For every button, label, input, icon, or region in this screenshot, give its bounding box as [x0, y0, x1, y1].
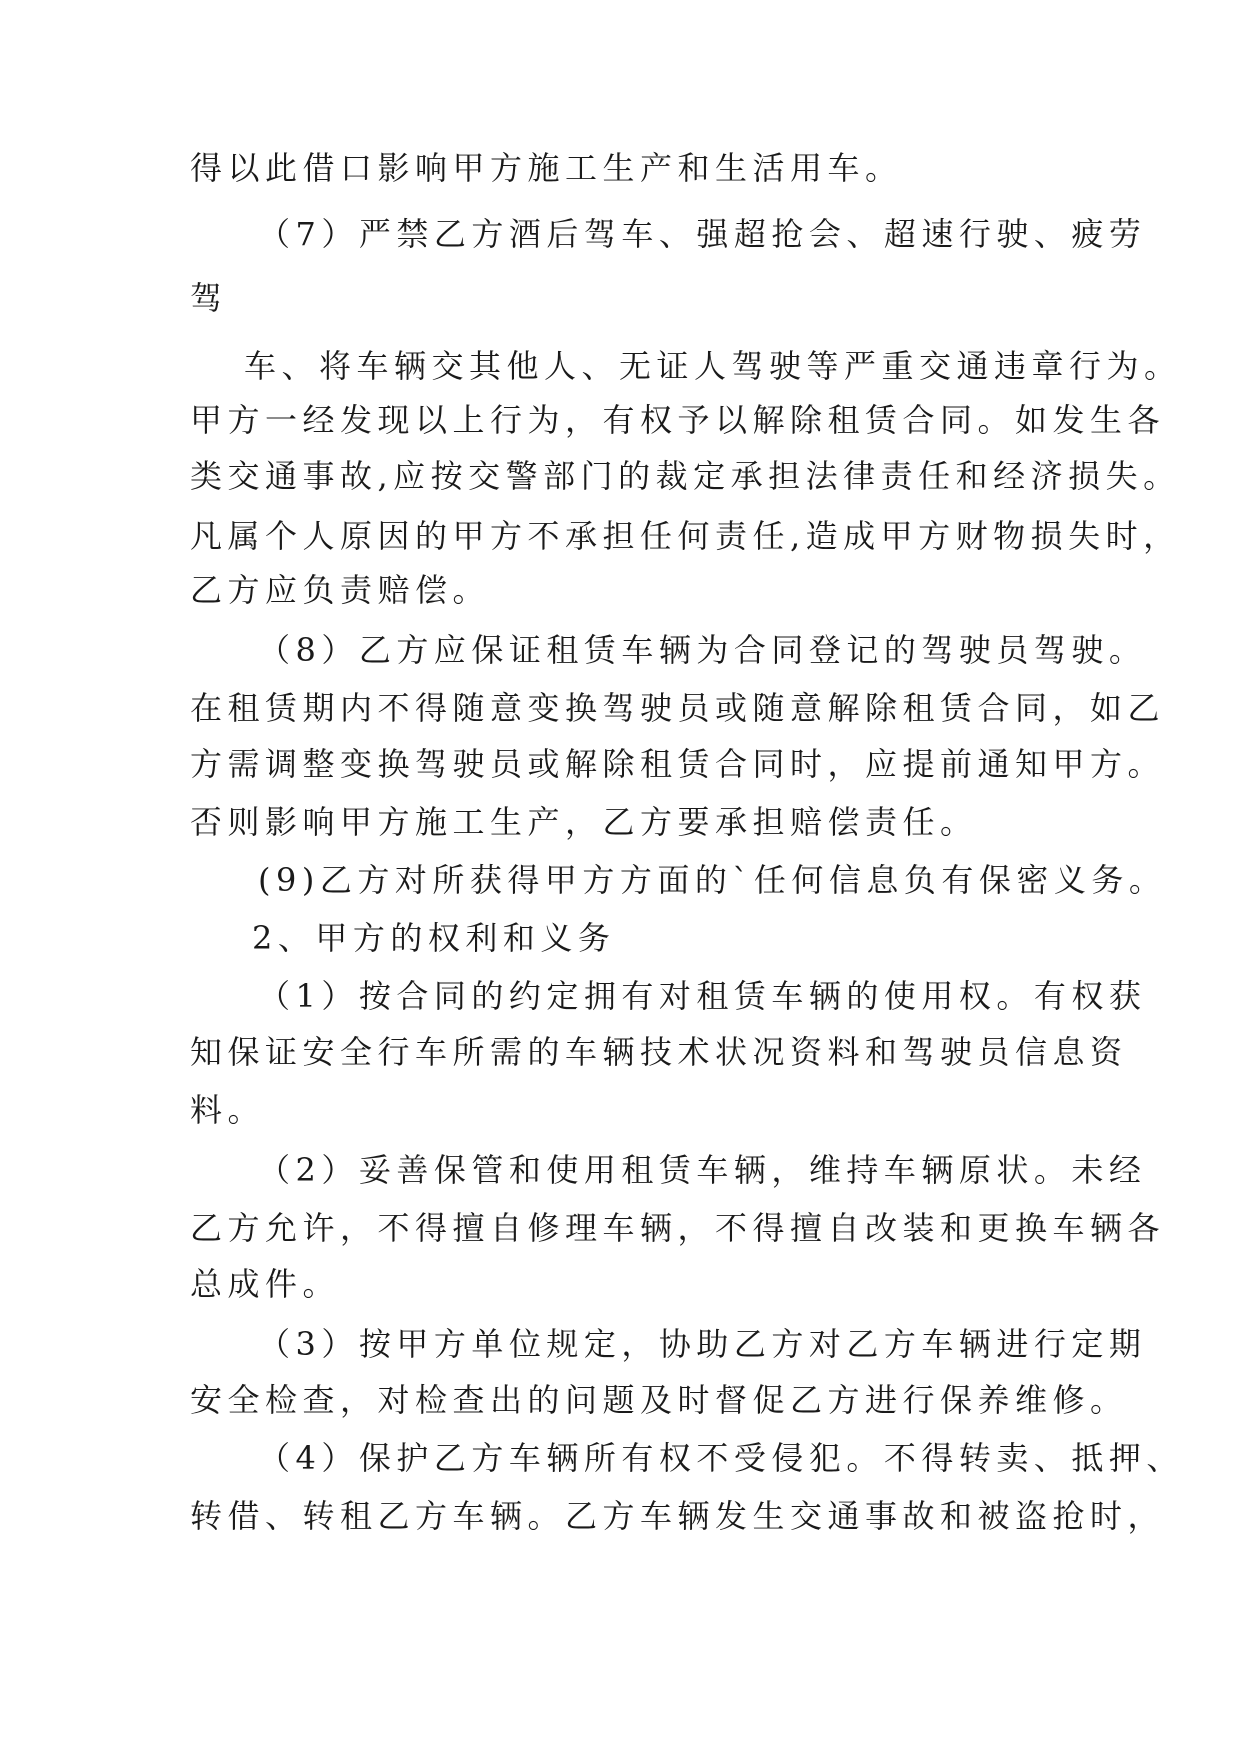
text-line: 否则影响甲方施工生产，乙方要承担赔偿责任。 [190, 803, 978, 841]
text-line: 料。 [190, 1091, 266, 1129]
text-line: （8）乙方应保证租赁车辆为合同登记的驾驶员驾驶。 [258, 631, 1147, 669]
text-line: 转借、转租乙方车辆。乙方车辆发生交通事故和被盗抢时， [190, 1497, 1166, 1535]
text-line: 驾 [190, 279, 228, 317]
text-line: 安全检查，对检查出的问题及时督促乙方进行保养维修。 [190, 1381, 1128, 1419]
text-line: （7）严禁乙方酒后驾车、强超抢会、超速行驶、疲劳 [258, 215, 1147, 253]
text-line: （3）按甲方单位规定，协助乙方对乙方车辆进行定期 [258, 1325, 1147, 1363]
text-line: 类交通事故,应按交警部门的裁定承担法律责任和经济损失。 [190, 457, 1181, 495]
text-line: 知保证安全行车所需的车辆技术状况资料和驾驶员信息资 [190, 1033, 1128, 1071]
text-line: (9)乙方对所获得甲方方面的`任何信息负有保密义务。 [258, 861, 1167, 899]
text-line: （1）按合同的约定拥有对租赁车辆的使用权。有权获 [258, 977, 1147, 1015]
text-line: 车、将车辆交其他人、无证人驾驶等严重交通违章行为。 [244, 347, 1182, 385]
text-line: 在租赁期内不得随意变换驾驶员或随意解除租赁合同，如乙 [190, 689, 1166, 727]
text-line: 得以此借口影响甲方施工生产和生活用车。 [190, 149, 903, 187]
text-line: 乙方应负责赔偿。 [190, 571, 491, 609]
text-line: 乙方允许，不得擅自修理车辆，不得擅自改装和更换车辆各 [190, 1209, 1166, 1247]
text-line: 总成件。 [190, 1265, 341, 1303]
text-line: （4）保护乙方车辆所有权不受侵犯。不得转卖、抵押、 [258, 1439, 1184, 1477]
text-line: 方需调整变换驾驶员或解除租赁合同时，应提前通知甲方。 [190, 745, 1166, 783]
text-line: 凡属个人原因的甲方不承担任何责任,造成甲方财物损失时， [190, 517, 1181, 555]
text-line: （2）妥善保管和使用租赁车辆，维持车辆原状。未经 [258, 1151, 1147, 1189]
text-line: 甲方一经发现以上行为，有权予以解除租赁合同。如发生各 [190, 401, 1166, 439]
text-line: 2、甲方的权利和义务 [252, 919, 616, 957]
